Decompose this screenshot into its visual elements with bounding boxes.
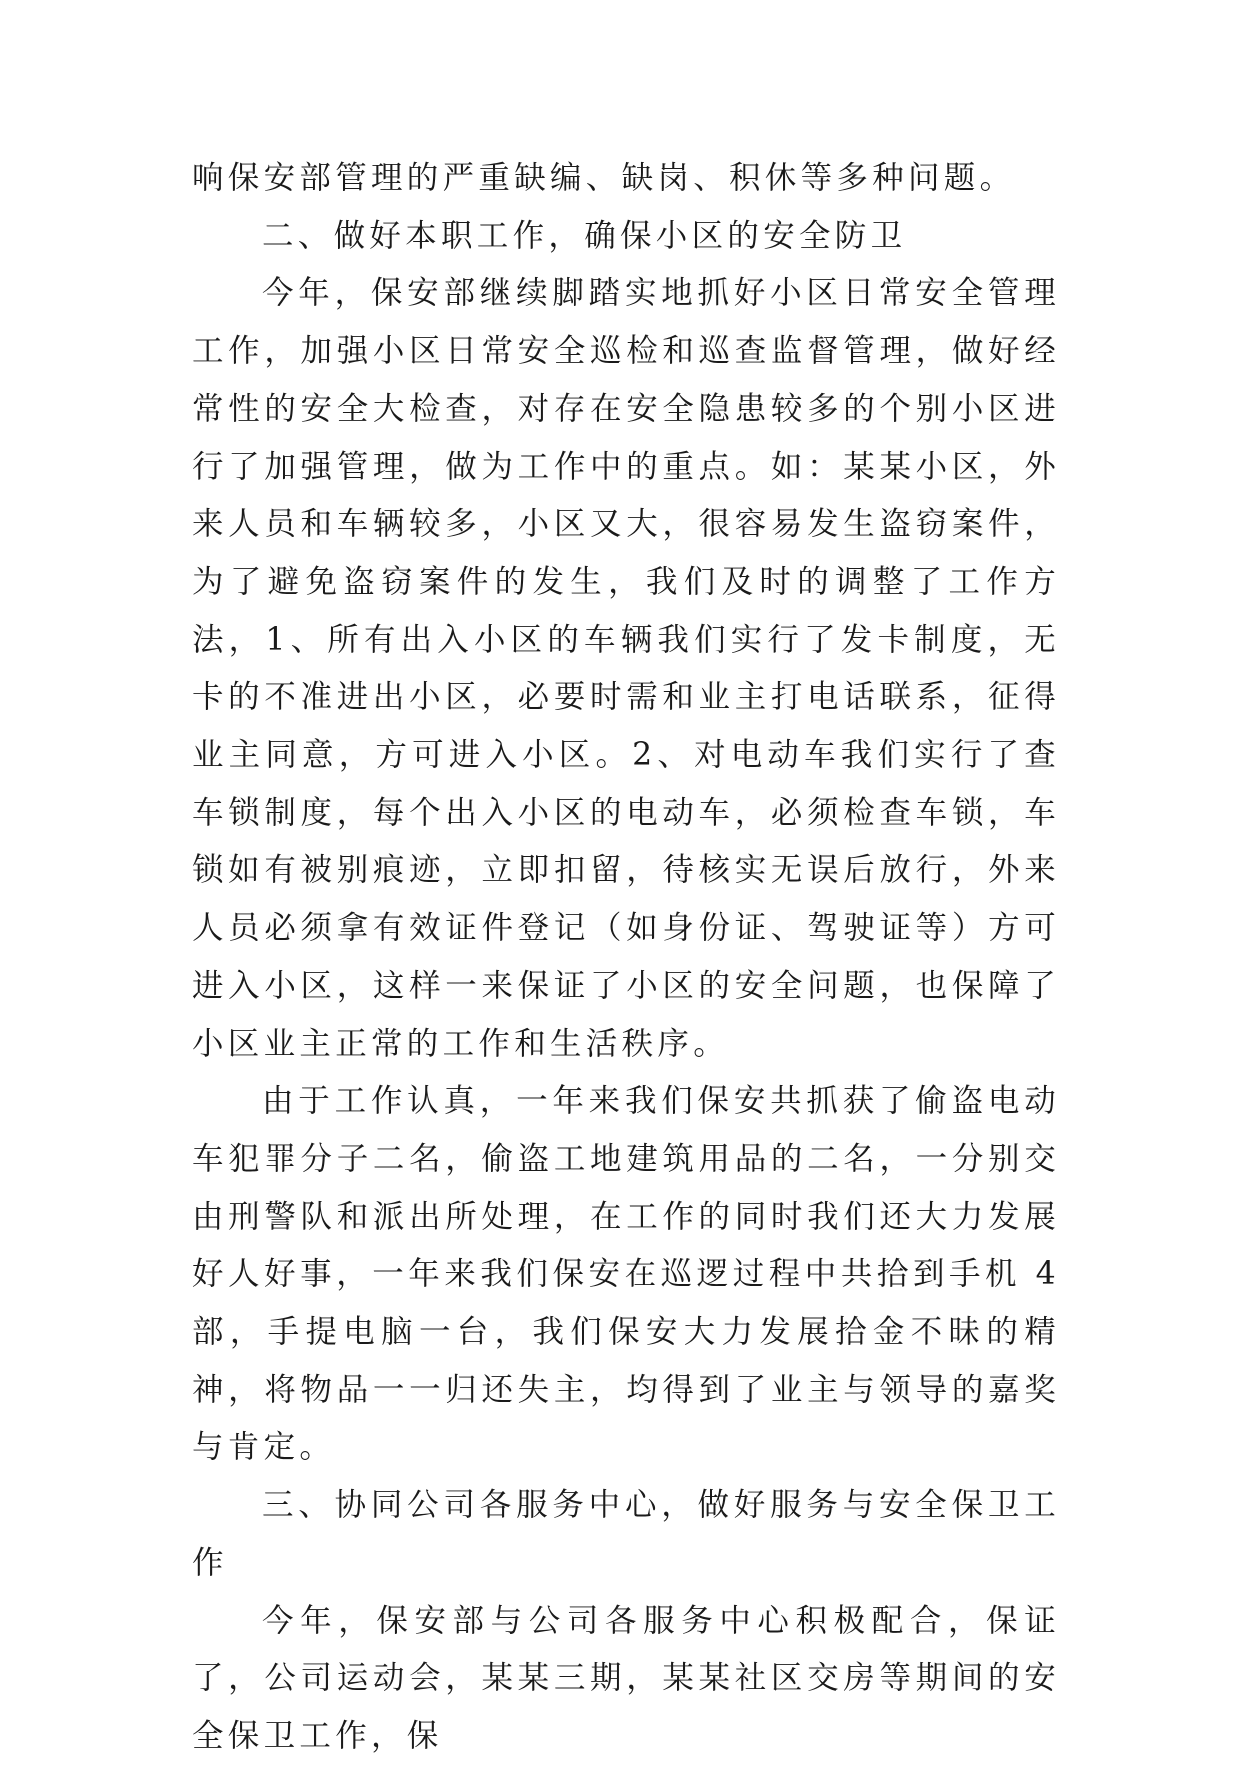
document-body: [192, 150, 1060, 1766]
paragraph-security-management: 今年，保安部继续脚踏实地抓好小区日常安全管理工作，加强小区日常安全巡检和巡查监督管理，做好经常性的安全大检查，对存在安全隐患较多的个别小区进行了加强管理，做为工作中的重点。如：某某小区，外来人员和车辆较多，小区又大，很容易发生盗窃案件，为了避免盗窃案件的发生，我们及时的调整了工作方法，1、所有出入小区的车辆我们实行了发卡制度，无卡的不准进出小区，必要时需和业主打电话联系，征得业主同意，方可进入小区。2、对电动车我们实行了查车锁制度，每个出入小区的电动车，必须检查车锁，车锁如有被别痕迹，立即扣留，待核实无误后放行，外来人员必须拿有效证件登记（如身份证、驾驶证等）方可进入小区，这样一来保证了小区的安全问题，也保障了小区业主正常的工作和生活秩序。: [192, 275, 1060, 1062]
paragraph-cooperation: 今年，保安部与公司各服务中心积极配合，保证了，公司运动会，某某三期，某某社区交房等期间的安全保卫工作，保: [192, 1602, 1060, 1754]
section-heading-3: 三、协同公司各服务中心，做好服务与安全保卫工作: [192, 1487, 1060, 1581]
paragraph-achievements: 由于工作认真，一年来我们保安共抓获了偷盗电动车犯罪分子二名，偷盗工地建筑用品的二名，一分别交由刑警队和派出所处理，在工作的同时我们还大力发展好人好事，一年来我们保安在巡逻过程中共拾到手机 4 部，手提电脑一台，我们保安大力发展拾金不昧的精神，将物品一一归还失主，均得到了业主与领导的嘉奖与肯定。: [192, 1083, 1060, 1466]
paragraph-continuation: 响保安部管理的严重缺编、缺岗、积休等多种问题。: [192, 160, 1016, 196]
section-heading-2: 二、做好本职工作，确保小区的安全防卫: [262, 217, 907, 254]
